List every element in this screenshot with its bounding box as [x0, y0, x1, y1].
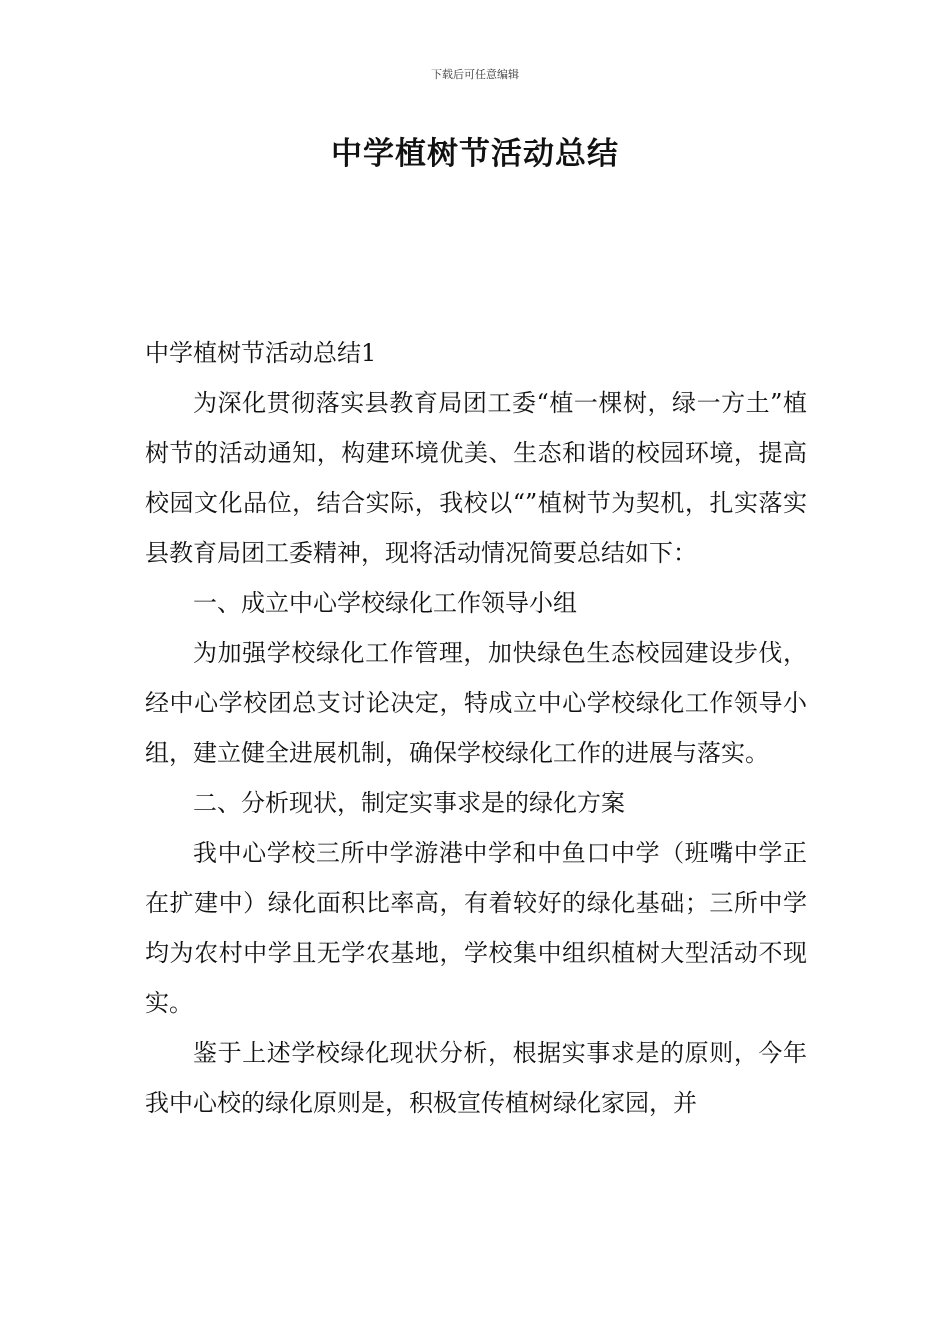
- section-subtitle: 中学植树节活动总结1: [145, 339, 377, 367]
- section-heading-2: 二、分析现状，制定实事求是的绿化方案: [193, 789, 625, 817]
- document-title: 中学植树节活动总结: [331, 136, 619, 172]
- section-heading-1: 一、成立中心学校绿化工作领导小组: [193, 589, 577, 617]
- document-body: [145, 328, 807, 1128]
- paragraph-section-1: 为加强学校绿化工作管理，加快绿色生态校园建设步伐，经中心学校团总支讨论决定，特成立中心学校绿化工作领导小组，建立健全进展机制，确保学校绿化工作的进展与落实。: [145, 639, 807, 767]
- page-header-note: 下载后可任意编辑: [431, 68, 519, 81]
- paragraph-section-2: 我中心学校三所中学游港中学和中鱼口中学（班嘴中学正在扩建中）绿化面积比率高，有着较好的绿化基础；三所中学均为农村中学且无学农基地，学校集中组织植树大型活动不现实。: [145, 839, 807, 1017]
- paragraph-section-2-continued: 鉴于上述学校绿化现状分析，根据实事求是的原则，今年我中心校的绿化原则是，积极宣传植树绿化家园，并: [145, 1039, 807, 1117]
- paragraph-intro: 为深化贯彻落实县教育局团工委“植一棵树，绿一方土”植树节的活动通知，构建环境优美、生态和谐的校园环境，提高校园文化品位，结合实际，我校以“”植树节为契机，扎实落实县教育局团工委精神，现将活动情况简要总结如下：: [145, 389, 807, 567]
